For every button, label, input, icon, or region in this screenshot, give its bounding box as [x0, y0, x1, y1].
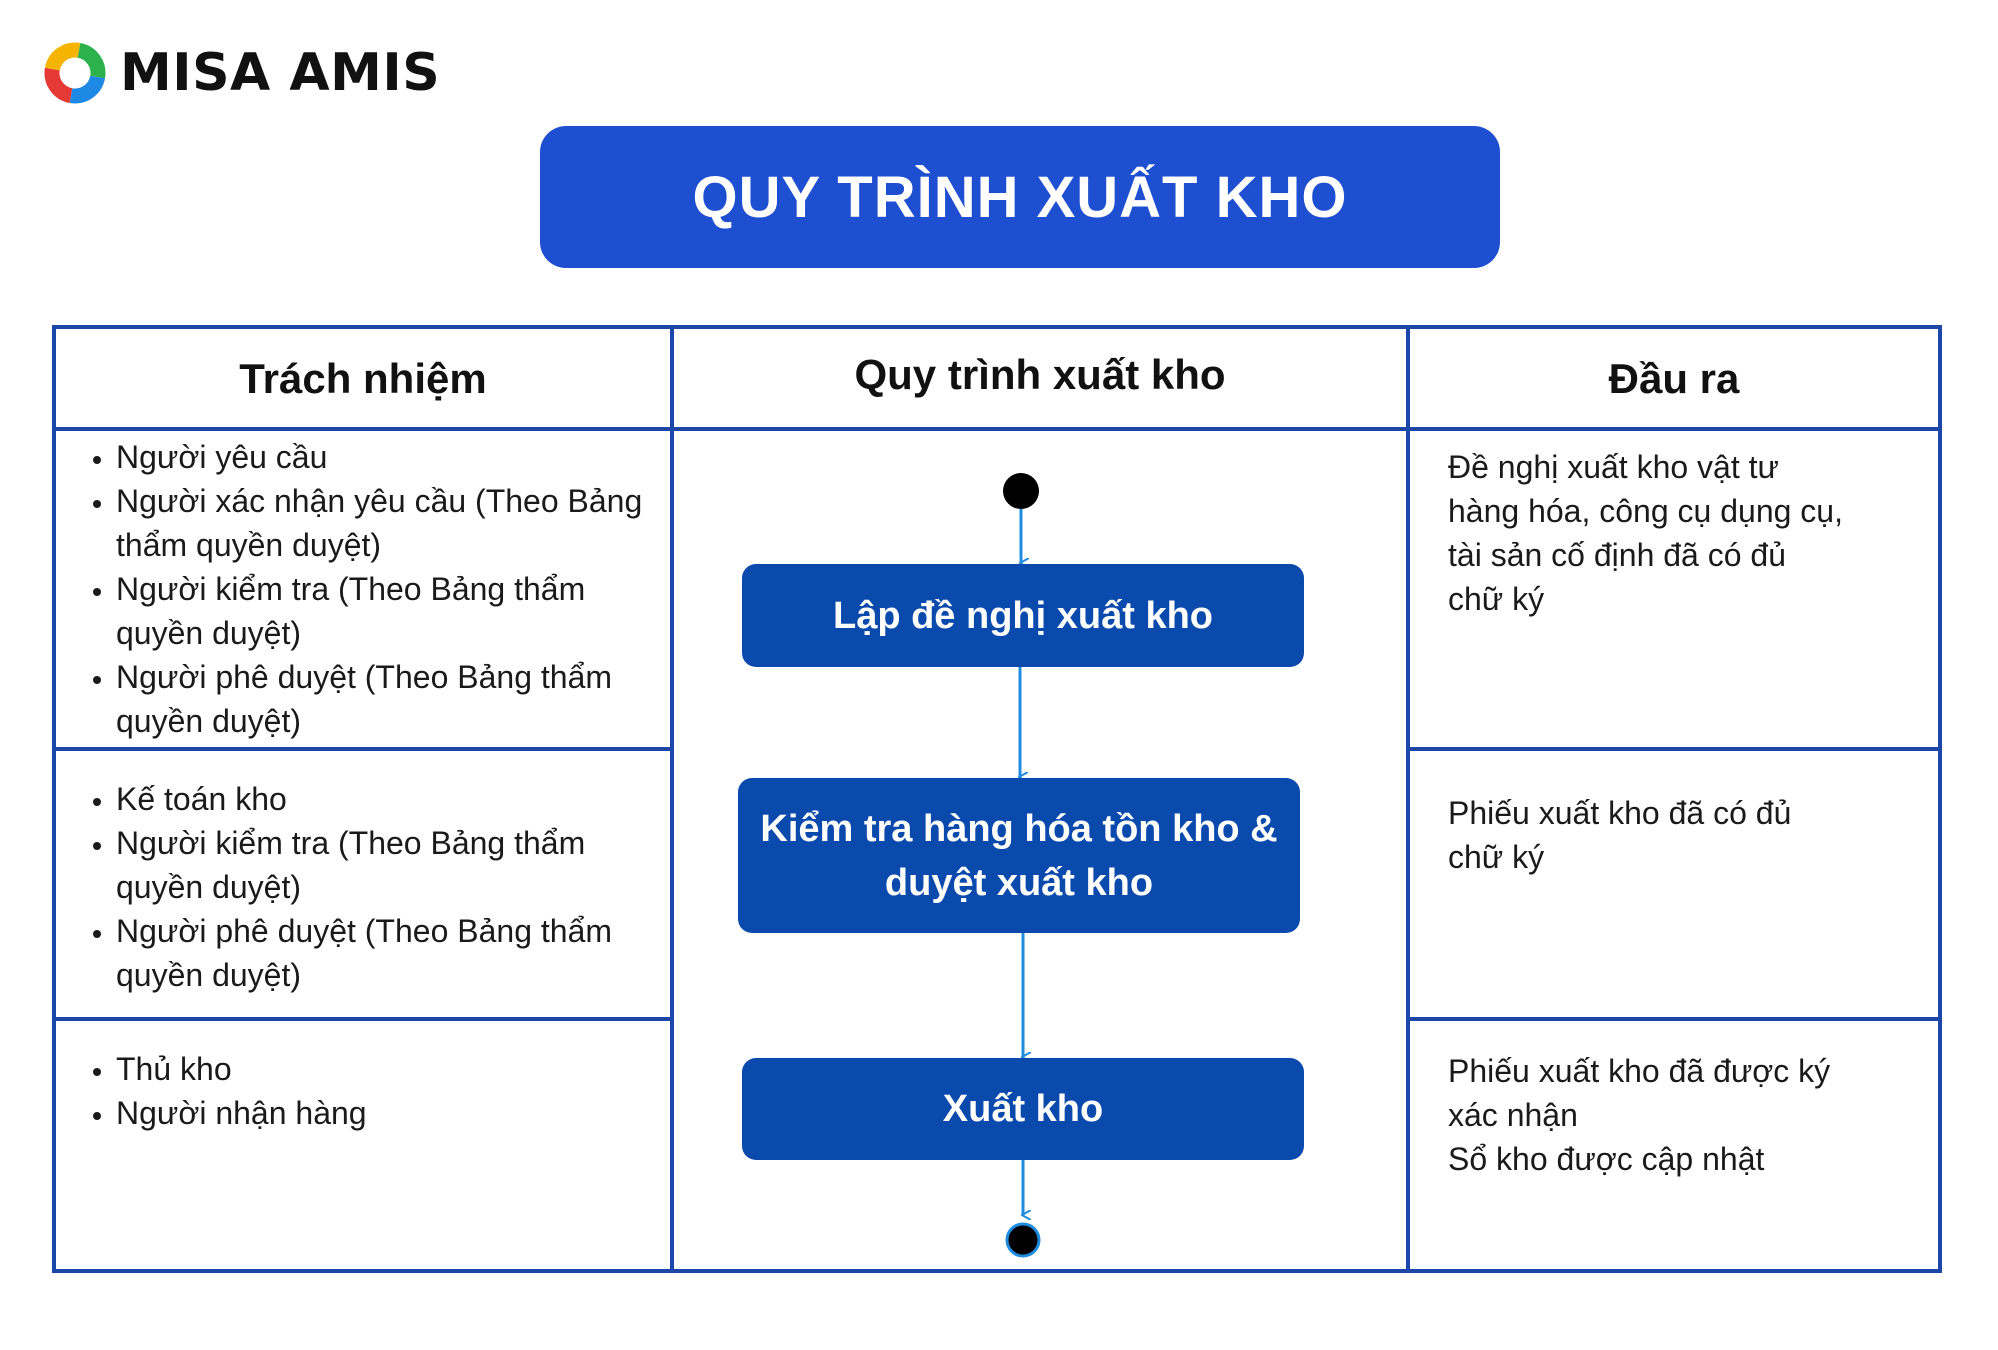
- output-text: Đề nghị xuất kho vật tư hàng hóa, công cụ dụng cụ, tài sản cố định đã có đủ chữ ký: [1448, 449, 1843, 617]
- list-item: • Người phê duyệt (Theo Bảng thẩm quyền duyệt): [116, 655, 670, 743]
- output-text: Phiếu xuất kho đã được ký xác nhận Sổ kho được cập nhật: [1448, 1053, 1831, 1177]
- header-process: Quy trình xuất kho: [854, 351, 1226, 398]
- list-item: • Người nhận hàng: [116, 1091, 670, 1135]
- step-create-request: Lập đề nghị xuất kho: [742, 564, 1304, 667]
- responsibility-cell-1: [56, 435, 670, 743]
- responsibility-cell-2: [56, 777, 670, 997]
- header-responsibility: Trách nhiệm: [239, 355, 487, 402]
- output-cell-2: [1410, 777, 1830, 879]
- misa-ring-logo-icon: [44, 42, 106, 104]
- list-item: • Người kiểm tra (Theo Bảng thẩm quyền duyệt): [116, 567, 670, 655]
- list-item: • Người yêu cầu: [116, 435, 670, 479]
- list-item: • Thủ kho: [116, 1047, 670, 1091]
- output-cell-3: [1410, 1035, 1850, 1181]
- list-item: • Người phê duyệt (Theo Bảng thẩm quyền duyệt): [116, 909, 670, 997]
- process-table: [52, 325, 1942, 1273]
- output-cell-1: [1410, 431, 1850, 621]
- page-title: QUY TRÌNH XUẤT KHO: [540, 126, 1500, 268]
- output-text: Phiếu xuất kho đã có đủ chữ ký: [1448, 795, 1792, 875]
- list-item: • Kế toán kho: [116, 777, 670, 821]
- step-issue-goods: Xuất kho: [742, 1058, 1304, 1160]
- step-check-and-approve: Kiểm tra hàng hóa tồn kho & duyệt xuất kho: [738, 778, 1300, 933]
- brand-name: MISA AMIS: [120, 43, 441, 103]
- header-output: Đầu ra: [1608, 355, 1740, 402]
- list-item: • Người kiểm tra (Theo Bảng thẩm quyền duyệt): [116, 821, 670, 909]
- list-item: • Người xác nhận yêu cầu (Theo Bảng thẩm quyền duyệt): [116, 479, 670, 567]
- brand-logo: [44, 42, 440, 104]
- responsibility-cell-3: [56, 1047, 670, 1135]
